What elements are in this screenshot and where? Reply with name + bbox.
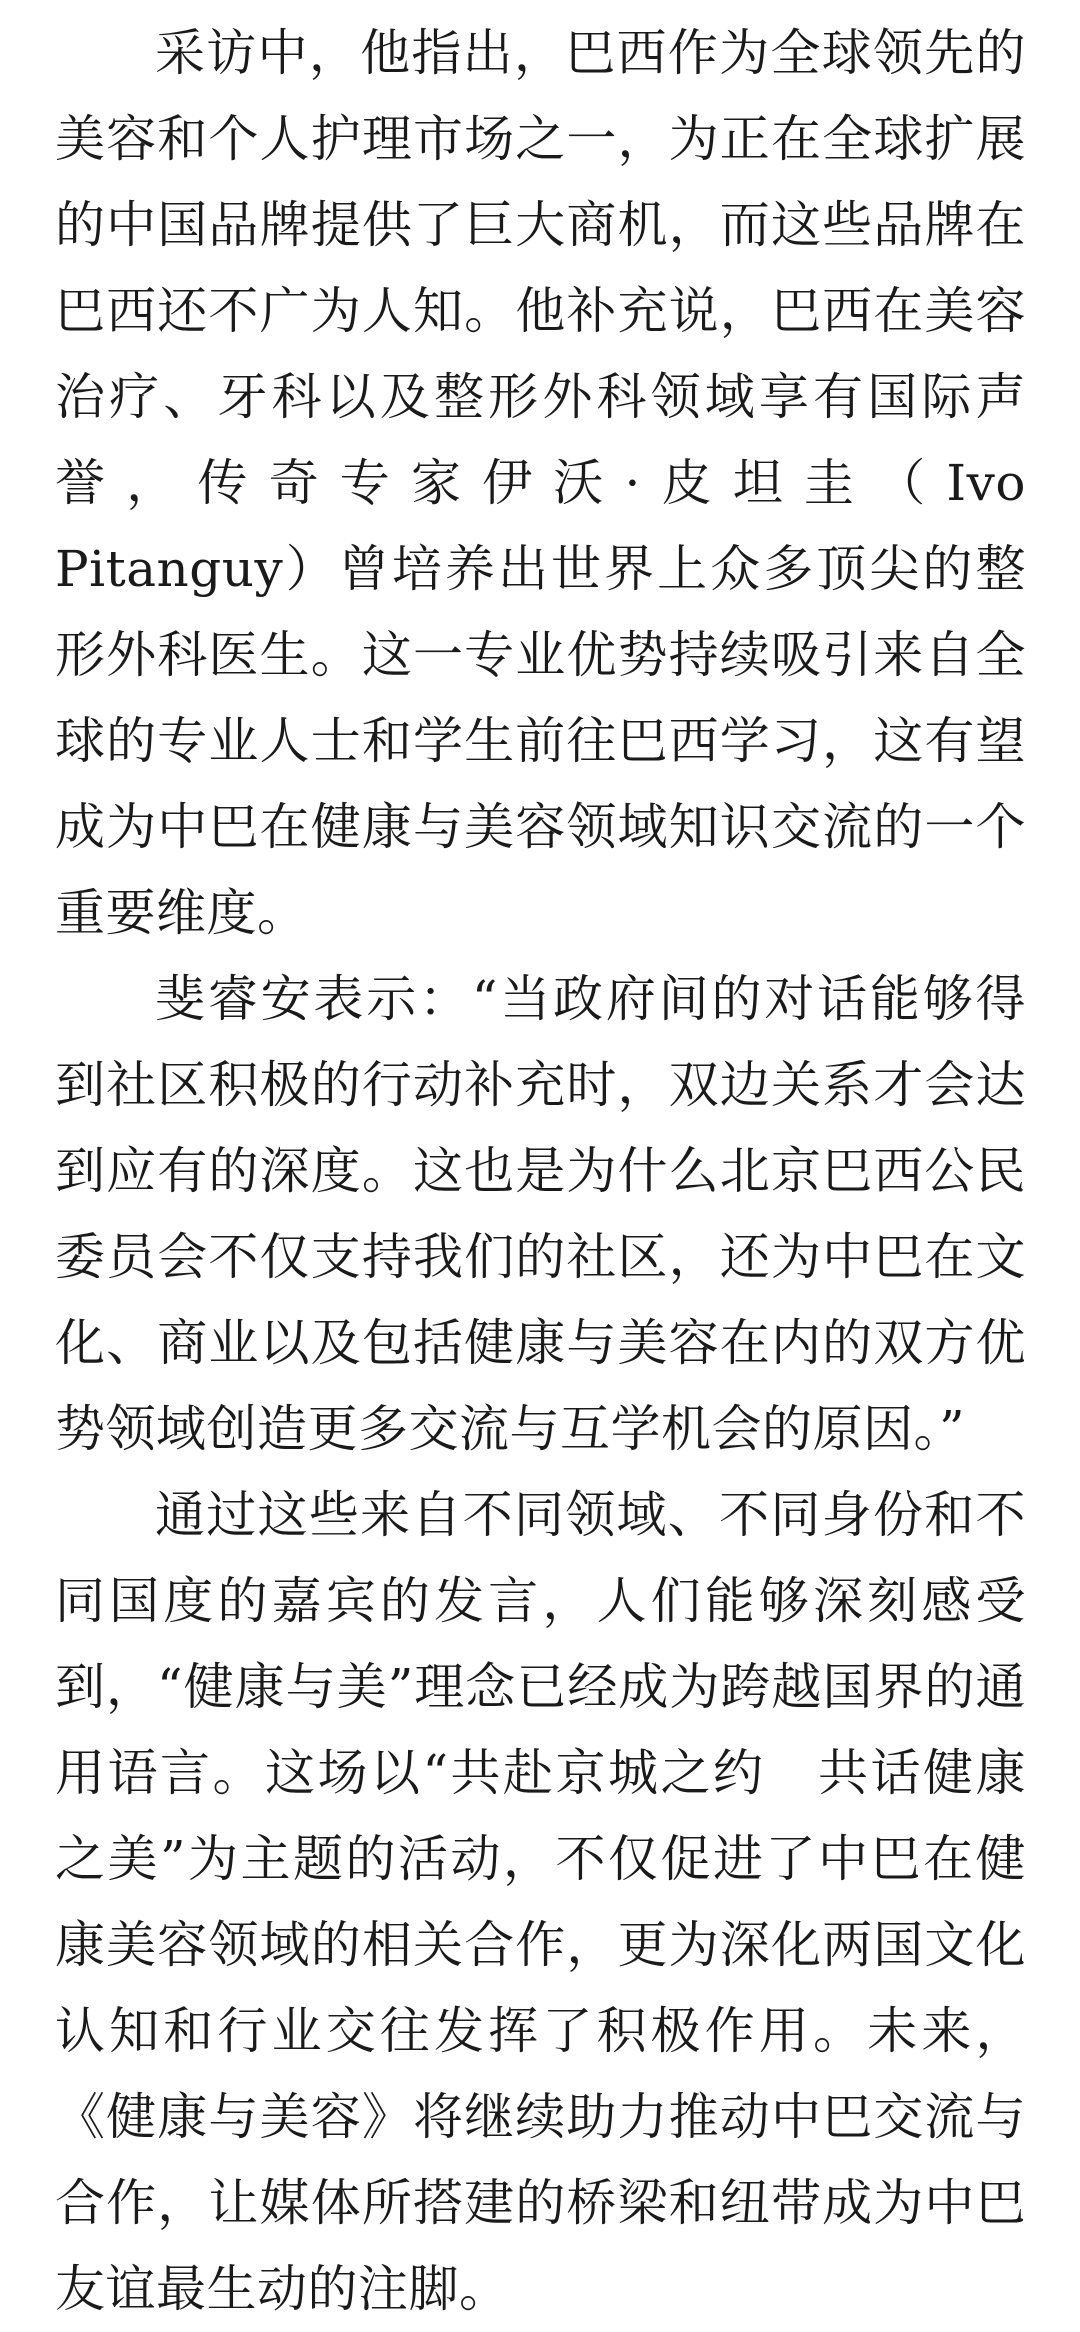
article-paragraph-2: 斐睿安表示：“当政府间的对话能够得到社区积极的行动补充时，双边关系才会达到应有的深度。这也是为什么北京巴西公民委员会不仅支持我们的社区，还为中巴在文化、商业以及包括健康与美容在内的双方优势领域创造更多交流与互学机会的原因。” — [55, 970, 1026, 1458]
article-paragraph-3: 通过这些来自不同领域、不同身份和不同国度的嘉宾的发言，人们能够深刻感受到，“健康与美”理念已经成为跨越国界的通用语言。这场以“共赴京城之约 共话健康之美”为主题的活动，不仅促进了中巴在健康美容领域的相关合作，更为深化两国文化认知和行业交往发挥了积极作用。未来，《健康与美容》将继续助力推动中巴交流与合作，让媒体所搭建的桥梁和纽带成为中巴友谊最生动的注脚。 — [55, 1486, 1026, 2318]
article-paragraph-1: 采访中，他指出，巴西作为全球领先的美容和个人护理市场之一，为正在全球扩展的中国品牌提供了巨大商机，而这些品牌在巴西还不广为人知。他补充说，巴西在美容治疗、牙科以及整形外科领域享有国际声誉，传奇专家伊沃·皮坦圭（Ivo Pitanguy）曾培养出世界上众多顶尖的整形外科医生。这一专业优势持续吸引来自全球的专业人士和学生前往巴西学习，这有望成为中巴在健康与美容领域知识交流的一个重要维度。 — [55, 24, 1026, 942]
